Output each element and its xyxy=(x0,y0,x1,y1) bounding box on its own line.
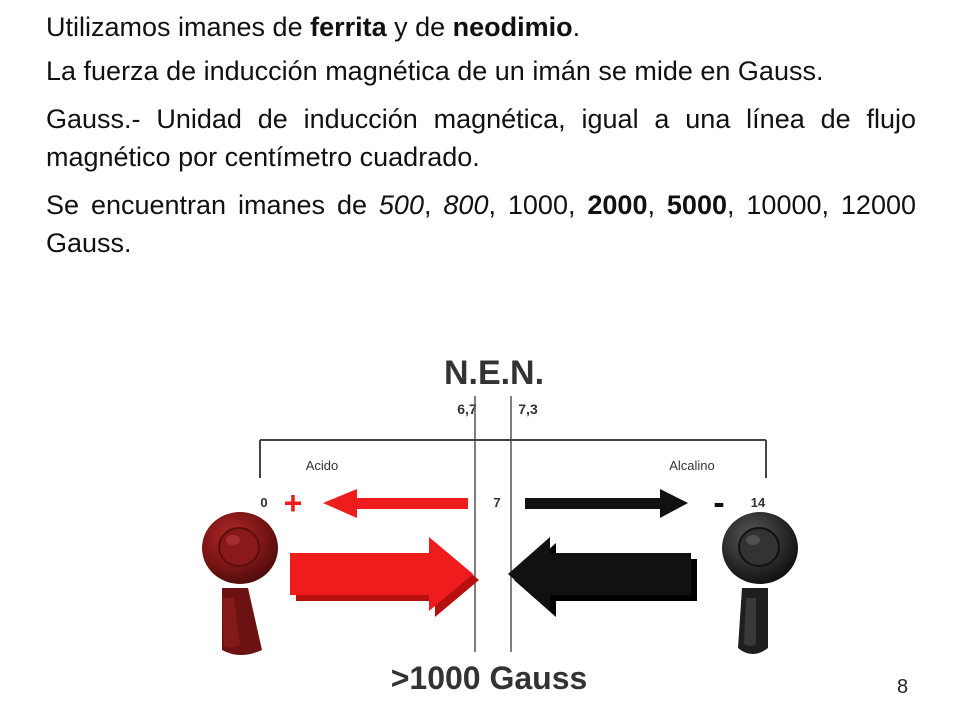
p4-value-500: 500 xyxy=(378,190,424,220)
p4-value-2000: 2000 xyxy=(587,190,648,220)
p1-prefix: Utilizamos imanes de xyxy=(46,12,311,42)
p4-value-800: 800 xyxy=(443,190,489,220)
p1-ferrita: ferrita xyxy=(310,12,387,42)
acid-label: Acido xyxy=(305,458,339,473)
big-black-arrow-left xyxy=(508,537,697,617)
p1-suffix: . xyxy=(572,12,581,42)
p4-sep2: , 1000, xyxy=(488,190,588,220)
p4-prefix: Se encuentran imanes de xyxy=(46,190,379,220)
p4-sep1: , xyxy=(423,190,444,220)
small-red-arrow-left xyxy=(323,489,468,518)
red-magnet-icon xyxy=(202,512,278,655)
gauss-label: >1000 Gauss xyxy=(390,660,588,696)
p4-sep3: , xyxy=(647,190,667,220)
small-black-arrow-right xyxy=(525,489,688,518)
nen-right-value: 7,3 xyxy=(518,401,538,417)
scale-min: 0 xyxy=(260,495,268,510)
p4-value-5000: 5000 xyxy=(666,190,727,220)
scale-mid: 7 xyxy=(493,495,501,510)
alkaline-label: Alcalino xyxy=(669,458,715,473)
page-number: 8 xyxy=(897,676,909,698)
p1-mid: y de xyxy=(386,12,453,42)
paragraph-gauss-definition: Gauss.- Unidad de inducción magnética, igual a una línea de flujo magnético por centímetro cuadrado. xyxy=(46,104,916,172)
scale-max: 14 xyxy=(750,495,766,510)
minus-sign: - xyxy=(713,484,725,522)
p1-neodimio: neodimio xyxy=(452,12,573,42)
plus-sign: + xyxy=(283,485,303,521)
big-red-arrow-right xyxy=(290,537,479,617)
nen-title: N.E.N. xyxy=(443,354,545,392)
black-magnet-icon xyxy=(722,512,798,654)
paragraph-gauss-measure: La fuerza de inducción magnética de un imán se mide en Gauss. xyxy=(46,56,824,86)
p4-suffix: , 10000, 12000 Gauss. xyxy=(46,190,916,258)
nen-left-value: 6,7 xyxy=(457,401,477,417)
